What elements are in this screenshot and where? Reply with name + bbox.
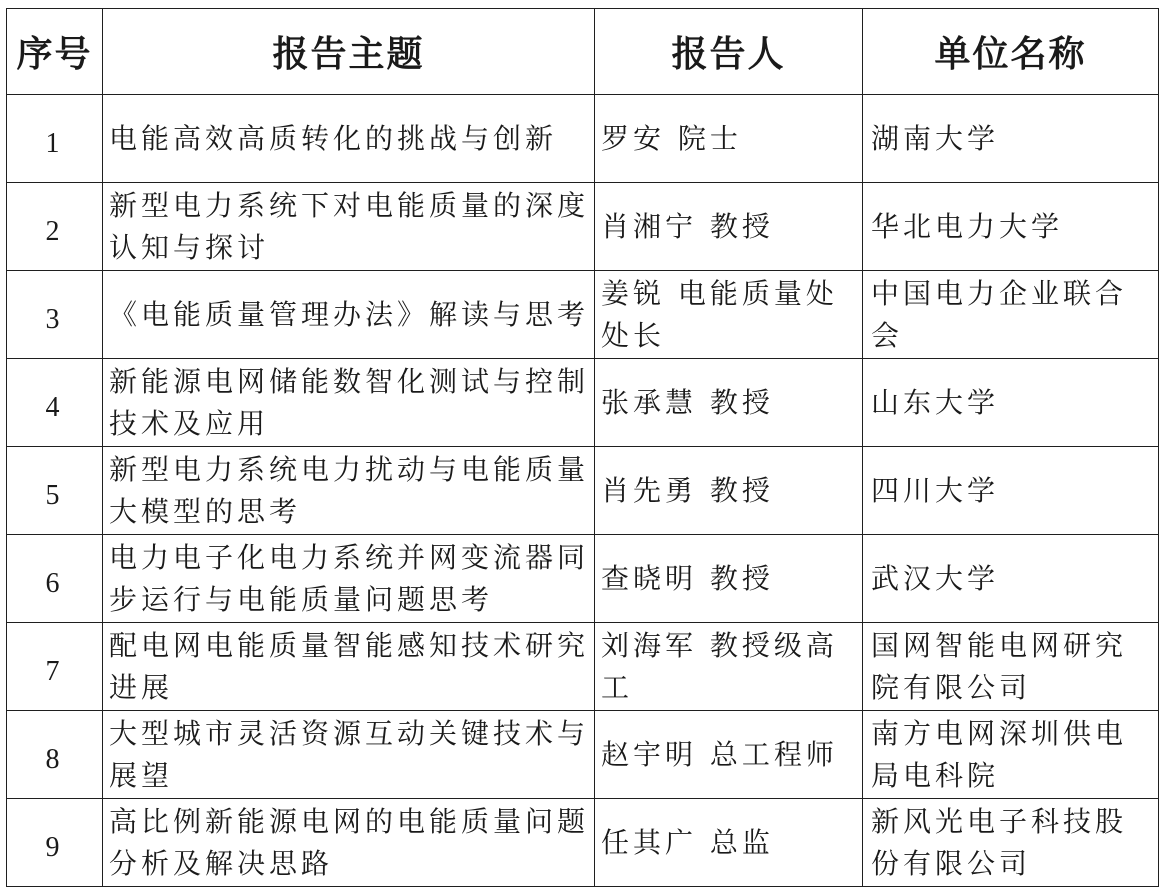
report-schedule-table [6, 8, 1159, 887]
cell-serial-number: 9 [7, 799, 103, 887]
cell-organization: 四川大学 [863, 447, 1159, 535]
cell-serial-number: 2 [7, 183, 103, 271]
cell-speaker: 刘海军 教授级高工 [595, 623, 863, 711]
cell-speaker: 肖湘宁 教授 [595, 183, 863, 271]
cell-report-topic: 配电网电能质量智能感知技术研究进展 [103, 623, 595, 711]
cell-serial-number: 5 [7, 447, 103, 535]
table-row [7, 447, 1159, 535]
cell-report-topic: 《电能质量管理办法》解读与思考 [103, 271, 595, 359]
cell-organization: 中国电力企业联合会 [863, 271, 1159, 359]
cell-speaker: 肖先勇 教授 [595, 447, 863, 535]
cell-organization: 国网智能电网研究院有限公司 [863, 623, 1159, 711]
header-serial-number: 序号 [7, 9, 103, 95]
cell-organization: 山东大学 [863, 359, 1159, 447]
table-header [7, 9, 1159, 95]
table-row [7, 711, 1159, 799]
cell-serial-number: 6 [7, 535, 103, 623]
header-row [7, 9, 1159, 95]
cell-organization: 武汉大学 [863, 535, 1159, 623]
cell-organization: 南方电网深圳供电局电科院 [863, 711, 1159, 799]
cell-organization: 湖南大学 [863, 95, 1159, 183]
cell-report-topic: 大型城市灵活资源互动关键技术与展望 [103, 711, 595, 799]
header-speaker: 报告人 [595, 9, 863, 95]
cell-serial-number: 1 [7, 95, 103, 183]
table-row [7, 271, 1159, 359]
table-row [7, 623, 1159, 711]
cell-serial-number: 4 [7, 359, 103, 447]
cell-report-topic: 电能高效高质转化的挑战与创新 [103, 95, 595, 183]
cell-speaker: 赵宇明 总工程师 [595, 711, 863, 799]
table-row [7, 359, 1159, 447]
cell-serial-number: 3 [7, 271, 103, 359]
cell-report-topic: 新型电力系统电力扰动与电能质量大模型的思考 [103, 447, 595, 535]
cell-speaker: 姜锐 电能质量处处长 [595, 271, 863, 359]
table-body [7, 95, 1159, 887]
cell-speaker: 张承慧 教授 [595, 359, 863, 447]
cell-organization: 新风光电子科技股份有限公司 [863, 799, 1159, 887]
cell-report-topic: 高比例新能源电网的电能质量问题分析及解决思路 [103, 799, 595, 887]
cell-serial-number: 8 [7, 711, 103, 799]
table-row [7, 799, 1159, 887]
cell-speaker: 罗安 院士 [595, 95, 863, 183]
table-row [7, 535, 1159, 623]
cell-speaker: 查晓明 教授 [595, 535, 863, 623]
header-report-topic: 报告主题 [103, 9, 595, 95]
cell-report-topic: 新能源电网储能数智化测试与控制技术及应用 [103, 359, 595, 447]
cell-organization: 华北电力大学 [863, 183, 1159, 271]
cell-speaker: 任其广 总监 [595, 799, 863, 887]
cell-report-topic: 电力电子化电力系统并网变流器同步运行与电能质量问题思考 [103, 535, 595, 623]
table-row [7, 183, 1159, 271]
cell-serial-number: 7 [7, 623, 103, 711]
cell-report-topic: 新型电力系统下对电能质量的深度认知与探讨 [103, 183, 595, 271]
header-organization: 单位名称 [863, 9, 1159, 95]
table-row [7, 95, 1159, 183]
